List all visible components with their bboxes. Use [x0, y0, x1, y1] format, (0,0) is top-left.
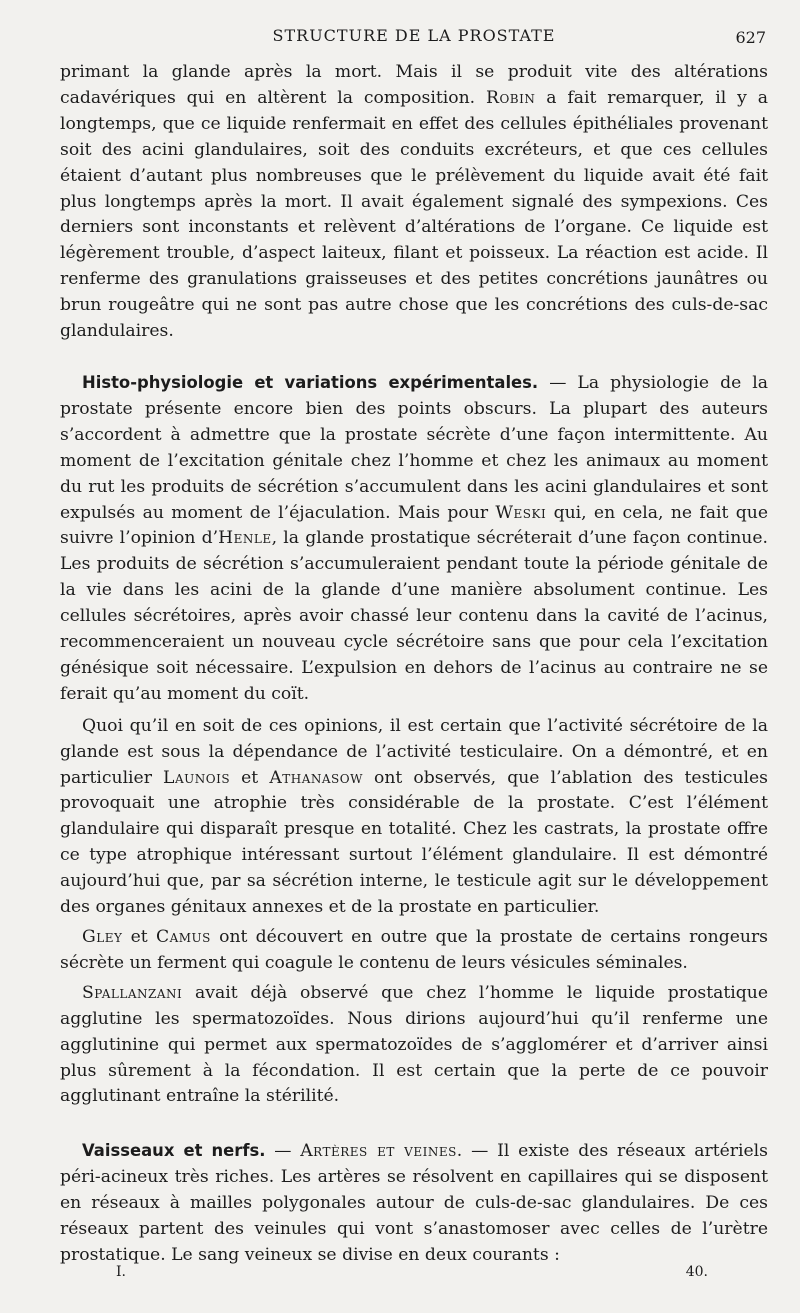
- author-name: Robin: [486, 87, 536, 108]
- author-name: Spallanzani: [82, 982, 183, 1003]
- text-run: Quoi qu’il en soit de ces opinions, il est certain que l’activité sécrétoire de la glande est sous la dépendance de l’activité testiculaire. On a démontré, et en particulier: [60, 715, 768, 788]
- author-name: Athanasow: [269, 767, 363, 788]
- page-header: [62, 26, 766, 52]
- author-name: Henle: [218, 528, 272, 549]
- subsection-heading: Artères et veines: [300, 1141, 457, 1162]
- text-run: ont découvert en outre que la prostate de certains rongeurs sécrète un ferment qui coagule le contenu de leurs vésicules séminales.: [60, 927, 768, 973]
- text-run: avait déjà observé que chez l’homme le liquide prostatique agglutine les spermatozoïdes. Nous dirions aujourd’hui qu’il renferme une agglutinine qui permet aux spermatozoïdes de s’agglomérer et d’arriver ainsi plus sûrement à la fécondation. Il est certain que la perte de ce pouvoir agglutinant entraîne la stérilité.: [60, 982, 768, 1107]
- page-number: 627: [735, 28, 766, 47]
- paragraph-gley-camus: [60, 925, 768, 977]
- paragraph-activite-testiculaire: [60, 714, 768, 921]
- signature-mark: I.: [116, 1264, 126, 1280]
- text-run: , la glande prostatique sécréterait d’une façon continue. Les produits de sécrétion s’accumuleraient pendant toute la période génitale de la vie dans les acini de la glande d’une manière absolument continue. Les cellules sécrétoires, après avoir chassé leur contenu dans la cavité de l’acinus, recommenceraient un nouveau cycle sécrétoire sans que pour cela l’excitation génésique soit nécessaire. L’expulsion en dehors de l’acinus au contraire ne se ferait qu’au moment du coït.: [60, 528, 768, 704]
- text-run: ont observés, que l’ablation des testicules provoquait une atrophie très considérable de la prostate. C’est l’élément glandulaire qui disparaît presque en totalité. Chez les castrats, la prostate offre ce type atrophique intéressant surtout l’élément glandulaire. Il est démontré aujourd’hui que, par sa sécrétion interne, le testicule agit sur le développement des organes génitaux annexes et de la prostate en particulier.: [60, 767, 768, 918]
- author-name: Camus: [155, 927, 211, 947]
- author-name: Gley: [82, 927, 123, 947]
- text-run: — La physiologie de la prostate présente encore bien des points obscurs. La plupart des auteurs s’accordent à admettre que la prostate sécrète d’une façon intermittente. Au moment de l’excitation génitale chez l’homme et chez les animaux au moment du rut les produits de sécrétion s’accumulent dans les acini glandulaires et sont expulsés au moment de l’éjaculation. Mais pour: [60, 372, 769, 523]
- author-name: Launois: [163, 767, 231, 788]
- section-heading: Histo-physiologie et variations expérimentales.: [82, 372, 539, 392]
- paragraph-histo-physiologie: [60, 370, 768, 708]
- paragraph-continuation: [60, 60, 768, 345]
- text-run: et: [122, 927, 156, 947]
- text-run: . — Il existe des réseaux artériels péri-acineux très riches. Les artères se résolvent en capillaires qui se disposent en réseaux à mailles polygonales autour de culs-de-sac glandulaires. De ces réseaux partent des veinules qui vont s’anastomoser avec celles de l’urètre prostatique. Le sang veineux se divise en deux courants :: [60, 1141, 768, 1265]
- paragraph-spallanzani: [60, 981, 768, 1111]
- section-heading: Vaisseaux et nerfs.: [82, 1141, 266, 1161]
- text-run: primant la glande après la mort. Mais il se produit vite des altérations cadavériques qui en altèrent la composition.: [60, 62, 768, 108]
- page-footer: [116, 1264, 708, 1286]
- paragraph-vaisseaux-nerfs: [60, 1138, 768, 1269]
- sheet-number: 40.: [685, 1264, 708, 1280]
- text-run: et: [230, 767, 270, 788]
- text-run: a fait remarquer, il y a longtemps, que ce liquide renfermait en effet des cellules épithéliales provenant soit des acini glandulaires, soit des conduits excréteurs, et que ces cellules étaient d’autant plus nombreuses que le prélèvement du liquide avait été fait plus longtemps après la mort. Il avait également signalé des sympexions. Ces derniers sont inconstants et relèvent d’altérations de l’organe. Ce liquide est légèrement trouble, d’aspect laiteux, filant et poisseux. La réaction est acide. Il renferme des granulations graisseuses et des petites concrétions jaunâtres ou brun rougeâtre qui ne sont pas autre chose que les concrétions des culs-de-sac glandulaires.: [60, 87, 768, 342]
- author-name: Weski: [495, 502, 547, 523]
- text-run: qui, en cela, ne fait que suivre l’opinion d’: [60, 502, 768, 549]
- body-text: [60, 60, 768, 1269]
- running-title: STRUCTURE DE LA PROSTATE: [272, 26, 556, 45]
- text-run: —: [265, 1141, 301, 1162]
